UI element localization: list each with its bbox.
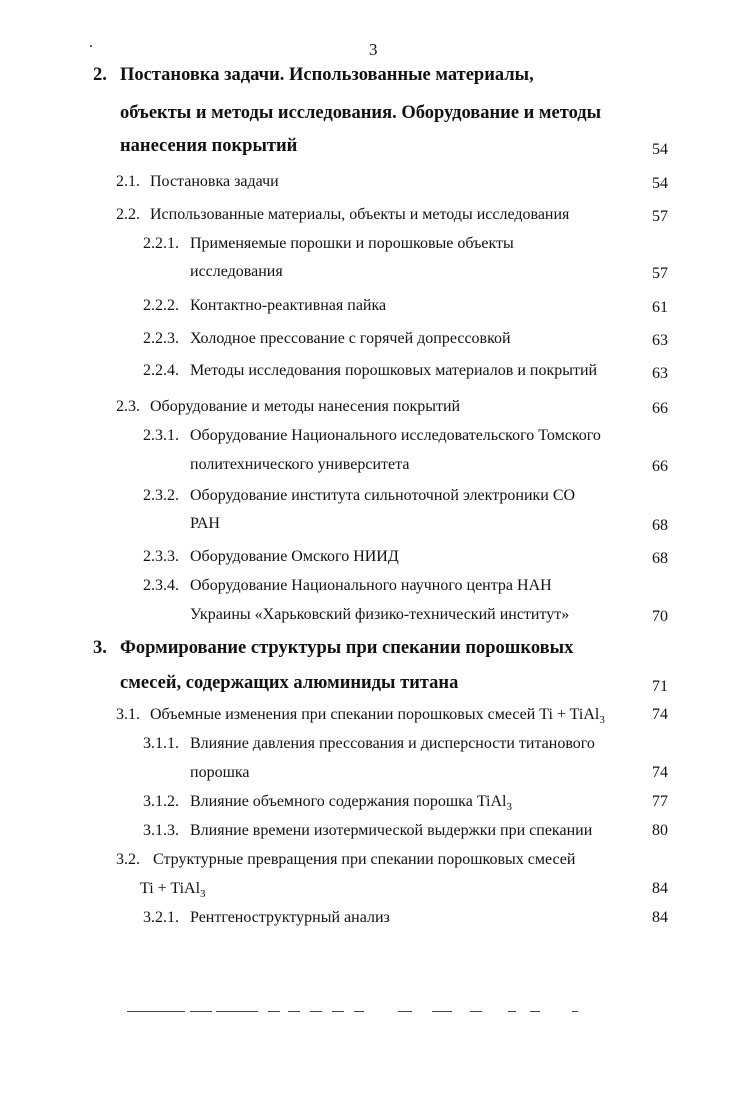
toc-page-ref: 74 [652,706,668,723]
toc-page-ref: 66 [652,400,668,417]
toc-chapter-title: Формирование структуры при спекании порошковых [120,638,574,658]
toc-page-ref: 57 [652,208,668,225]
toc-page-ref: 77 [652,793,668,810]
toc-chapter-number: 2. [93,65,107,85]
subscript: 3 [200,888,206,901]
toc-entry-title-line: политехнического университета [190,456,410,473]
toc-chapter-title: Постановка задачи. Использованные материалы, [120,65,534,85]
toc-entry-number: 2.1. [116,173,140,190]
toc-page-ref: 61 [652,299,668,316]
toc-entry-title: Структурные превращения при спекании порошковых смесей [153,851,576,868]
toc-entry-title: Оборудование Омского НИИД [190,548,399,565]
toc-chapter-title-line: нанесения покрытий [120,136,298,156]
toc-entry-title: Методы исследования порошковых материалов и покрытий [190,362,598,379]
toc-chapter-title-line: объекты и методы исследования. Оборудование и методы [120,103,602,123]
toc-entry-title-text: Ti + TiAl [140,880,201,897]
toc-page-ref: 63 [652,365,668,382]
scan-speck [90,45,92,47]
toc-page-ref: 74 [652,764,668,781]
toc-entry-number: 3.2. [116,851,140,868]
toc-entry-number: 2.2.1. [143,235,179,252]
toc-page-ref: 80 [652,822,668,839]
page-number: 3 [369,40,378,59]
toc-page-ref: 68 [652,550,668,567]
toc-entry-title: Оборудование Национального научного центра НАН [190,577,552,594]
toc-entry-title-line: исследования [190,263,283,280]
toc-entry-title: Использованные материалы, объекты и методы исследования [150,206,570,223]
toc-entry-number: 2.3.3. [143,548,179,565]
toc-entry-title: Холодное прессование с горячей допрессовкой [190,330,511,347]
toc-entry-title-line: порошка [190,764,250,781]
toc-entry-number: 3.1. [116,706,140,723]
subscript: 3 [599,714,605,727]
toc-entry-number: 2.2.3. [143,330,179,347]
toc-entry-title [150,705,605,730]
toc-page-ref: 84 [652,880,668,897]
toc-page-ref: 70 [652,608,668,625]
toc-entry-title: Влияние времени изотермической выдержки при спекании [190,822,593,839]
toc-entry-number: 3.2.1. [143,909,179,926]
toc-entry-title: Применяемые порошки и порошковые объекты [190,235,514,252]
toc-entry-number: 3.1.1. [143,735,179,752]
toc-chapter-title-line: смесей, содержащих алюминиды титана [120,673,459,693]
toc-entry-title: Влияние давления прессования и дисперсности титанового [190,735,595,752]
toc-page-ref: 68 [652,517,668,534]
toc-page-ref: 84 [652,909,668,926]
toc-entry-number: 2.2. [116,206,140,223]
toc-entry-number: 3.1.3. [143,822,179,839]
toc-entry-title-line [140,879,206,904]
toc-entry-title: Постановка задачи [150,173,279,190]
toc-entry-title [190,792,512,817]
toc-entry-title: Рентгеноструктурный анализ [190,909,390,926]
toc-entry-title: Оборудование Национального исследовательского Томского [190,427,601,444]
toc-entry-title: Контактно-реактивная пайка [190,297,387,314]
toc-entry-number: 3.1.2. [143,793,179,810]
toc-chapter-number: 3. [93,638,107,658]
toc-entry-number: 2.3.1. [143,427,179,444]
toc-entry-title-line: Украины «Харьковский физико-технический институт» [190,606,570,623]
toc-entry-number: 2.2.4. [143,362,179,379]
toc-entry-number: 2.3.4. [143,577,179,594]
toc-entry-title-text: Влияние объемного содержания порошка TiAl [190,793,507,810]
toc-page-ref: 63 [652,332,668,349]
toc-page-ref: 66 [652,458,668,475]
toc-entry-title: Оборудование института сильноточной электроники СО [190,487,576,504]
toc-entry-number: 2.3. [116,398,140,415]
toc-entry-number: 2.3.2. [143,487,179,504]
toc-entry-number: 2.2.2. [143,297,179,314]
toc-page-ref: 71 [652,678,668,695]
toc-page-ref: 54 [652,141,668,158]
toc-entry-title-text: Объемные изменения при спекании порошковых смесей Ti + TiAl [150,706,600,723]
subscript: 3 [506,801,512,814]
toc-entry-title-line: РАН [190,515,220,532]
toc-page-ref: 54 [652,175,668,192]
toc-entry-title: Оборудование и методы нанесения покрытий [150,398,461,415]
toc-page-ref: 57 [652,265,668,282]
